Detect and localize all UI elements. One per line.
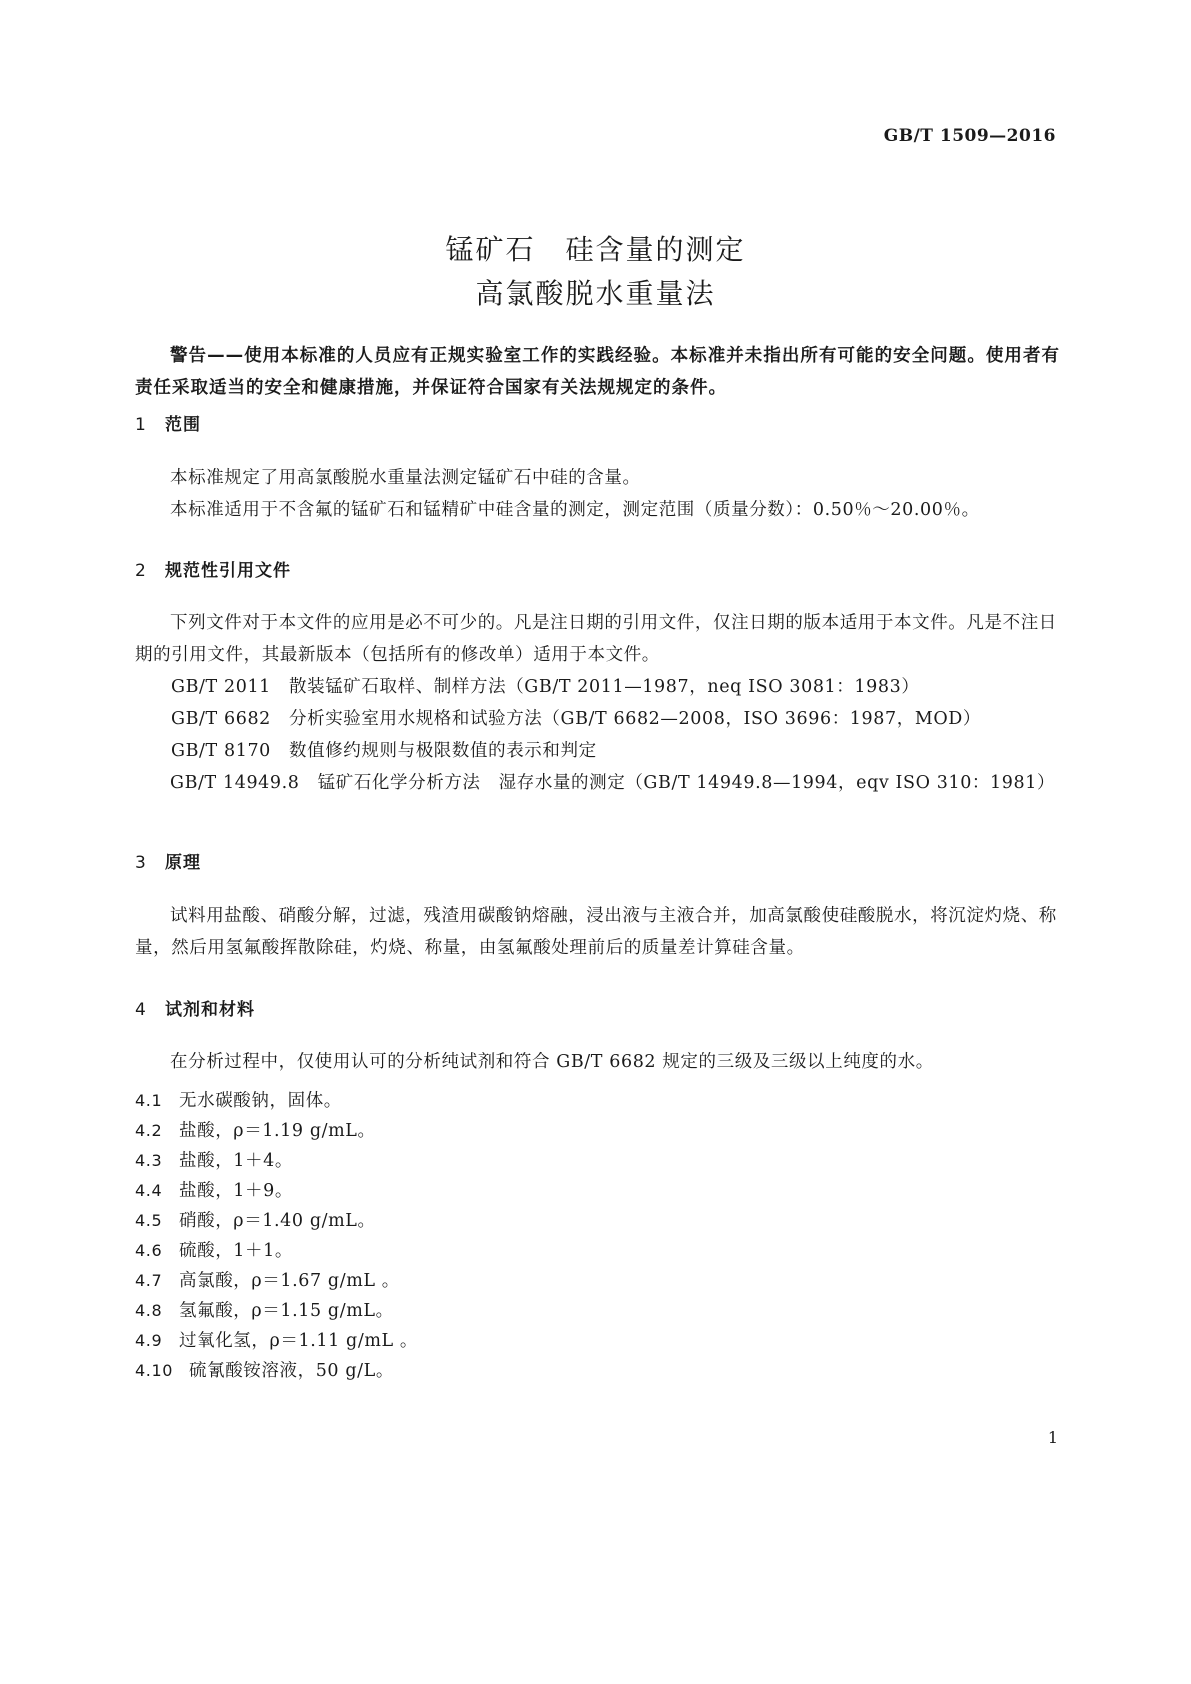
section-2-heading xyxy=(135,556,291,581)
section-3-heading xyxy=(135,848,201,873)
paragraph: 本标准适用于不含氟的锰矿石和锰精矿中硅含量的测定，测定范围（质量分数）：0.50％～20.00％。 xyxy=(170,500,980,520)
item-number: 4.6 xyxy=(135,1241,163,1260)
reagent-item xyxy=(135,1176,1060,1206)
reference-item: GB/T 2011 散装锰矿石取样、制样方法（GB/T 2011—1987，neq ISO 3081：1983） xyxy=(171,677,920,697)
item-number: 4.3 xyxy=(135,1151,163,1170)
reference-item: GB/T 14949.8 锰矿石化学分析方法 湿存水量的测定（GB/T 14949.8—1994，eqv ISO 310：1981） xyxy=(170,773,1056,793)
paragraph: 下列文件对于本文件的应用是必不可少的。凡是注日期的引用文件，仅注日期的版本适用于本文件。凡是不注日期的引用文件，其最新版本（包括所有的修改单）适用于本文件。 xyxy=(135,613,1057,665)
section-title: 范围 xyxy=(165,415,201,435)
section-title: 规范性引用文件 xyxy=(165,561,291,581)
reagent-item xyxy=(135,1146,1060,1176)
item-text: 硝酸，ρ＝1.40 g/mL。 xyxy=(179,1211,376,1231)
reagent-item xyxy=(135,1356,1060,1386)
item-text: 盐酸，1＋4。 xyxy=(179,1151,293,1171)
reagent-item xyxy=(135,1206,1060,1236)
reagent-list xyxy=(135,1086,1060,1386)
page-number: 1 xyxy=(1047,1428,1058,1447)
item-text: 氢氟酸，ρ＝1.15 g/mL。 xyxy=(179,1301,394,1321)
reagent-item xyxy=(135,1326,1060,1356)
section-number: 1 xyxy=(135,415,147,435)
standard-code: GB/T 1509—2016 xyxy=(883,126,1056,146)
paragraph: 试料用盐酸、硝酸分解，过滤，残渣用碳酸钠熔融，浸出液与主液合并，加高氯酸使硅酸脱水，将沉淀灼烧、称量，然后用氢氟酸挥散除硅，灼烧、称量，由氢氟酸处理前后的质量差计算硅含量。 xyxy=(135,906,1057,958)
item-number: 4.7 xyxy=(135,1271,163,1290)
item-number: 4.1 xyxy=(135,1091,163,1110)
section-4-intro xyxy=(135,1046,1060,1078)
section-4-heading xyxy=(135,995,255,1020)
item-number: 4.4 xyxy=(135,1181,163,1200)
item-text: 盐酸，1＋9。 xyxy=(179,1181,293,1201)
section-title: 试剂和材料 xyxy=(165,1000,255,1020)
reagent-item xyxy=(135,1116,1060,1146)
section-1-heading xyxy=(135,410,201,435)
item-text: 硫酸，1＋1。 xyxy=(179,1241,293,1261)
item-text: 过氧化氢，ρ＝1.11 g/mL 。 xyxy=(179,1331,418,1351)
title-line-2: 高氯酸脱水重量法 xyxy=(475,277,716,310)
item-number: 4.2 xyxy=(135,1121,163,1140)
section-title: 原理 xyxy=(165,853,201,873)
item-number: 4.9 xyxy=(135,1331,163,1350)
section-3-body xyxy=(135,900,1060,964)
warning-text: 警告——使用本标准的人员应有正规实验室工作的实践经验。本标准并未指出所有可能的安全问题。使用者有责任采取适当的安全和健康措施，并保证符合国家有关法规规定的条件。 xyxy=(135,346,1060,398)
item-text: 高氯酸，ρ＝1.67 g/mL 。 xyxy=(179,1271,400,1291)
reagent-item xyxy=(135,1086,1060,1116)
item-number: 4.8 xyxy=(135,1301,163,1320)
item-text: 无水碳酸钠，固体。 xyxy=(179,1091,342,1111)
reagent-item xyxy=(135,1296,1060,1326)
paragraph: 本标准规定了用高氯酸脱水重量法测定锰矿石中硅的含量。 xyxy=(170,468,641,488)
item-number: 4.5 xyxy=(135,1211,163,1230)
section-number: 4 xyxy=(135,1000,147,1020)
item-number: 4.10 xyxy=(135,1361,174,1380)
item-text: 硫氰酸铵溶液，50 g/L。 xyxy=(189,1361,394,1381)
reference-item: GB/T 6682 分析实验室用水规格和试验方法（GB/T 6682—2008，ISO 3696：1987，MOD） xyxy=(171,709,982,729)
title-line-1: 锰矿石 硅含量的测定 xyxy=(445,233,746,266)
reference-item: GB/T 8170 数值修约规则与极限数值的表示和判定 xyxy=(171,741,597,761)
section-1-body xyxy=(135,462,1060,526)
section-number: 2 xyxy=(135,561,147,581)
item-text: 盐酸，ρ＝1.19 g/mL。 xyxy=(179,1121,376,1141)
reagent-item xyxy=(135,1266,1060,1296)
reagent-item xyxy=(135,1236,1060,1266)
section-number: 3 xyxy=(135,853,147,873)
section-2-body xyxy=(135,607,1060,799)
paragraph: 在分析过程中，仅使用认可的分析纯试剂和符合 GB/T 6682 规定的三级及三级以上纯度的水。 xyxy=(170,1052,934,1072)
